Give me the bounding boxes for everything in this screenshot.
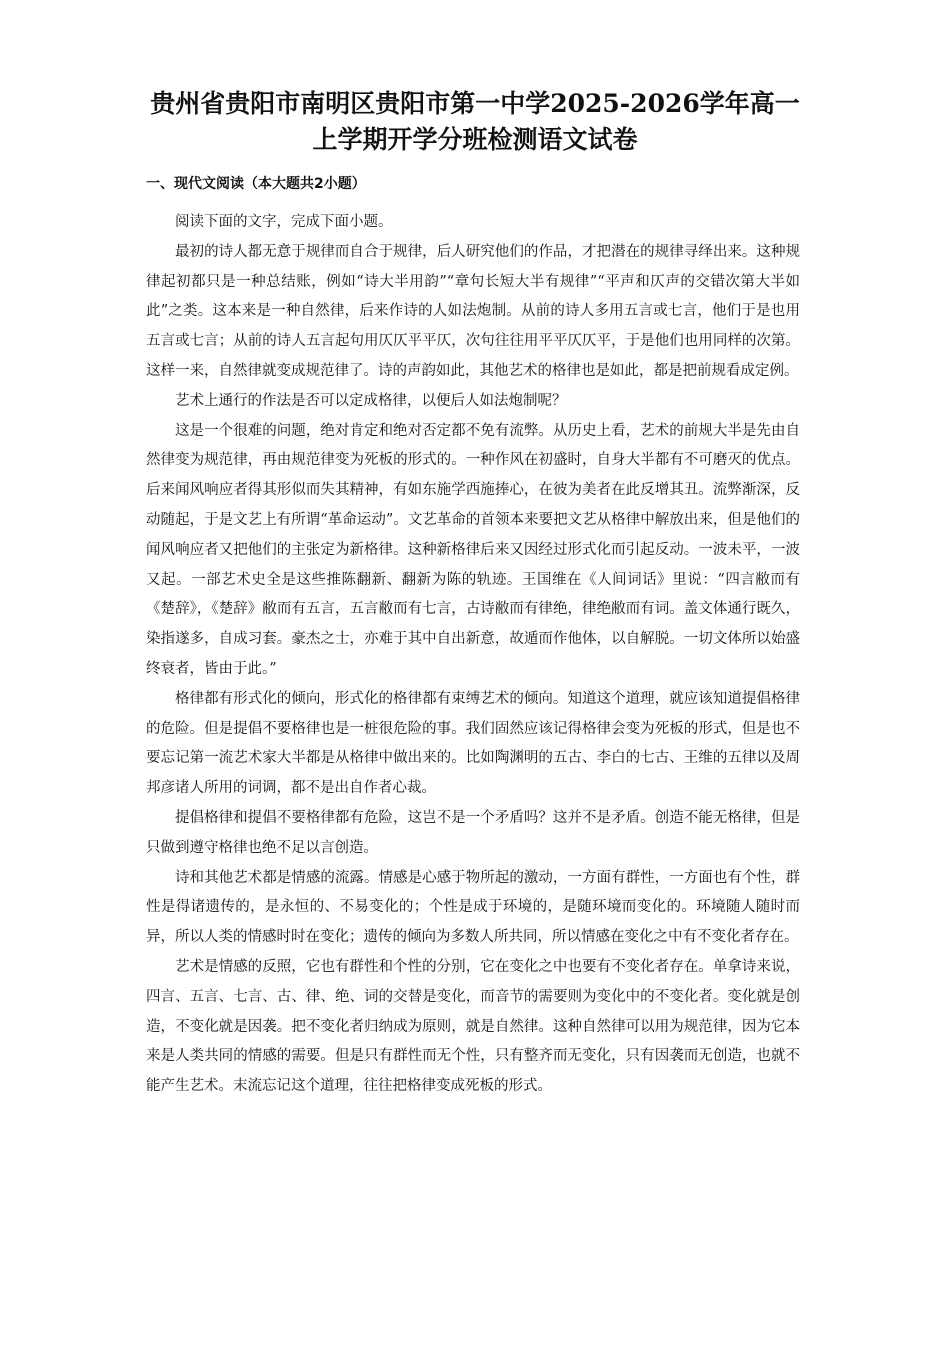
paragraph-instruction: 阅读下面的文字，完成下面小题。 [175,214,393,230]
paragraph: 艺术是情感的反照，它也有群性和个性的分别，它在变化之中也要有不变化者存在。单拿诗来说，四言、五言、七言、古、律、绝、词的交替是变化，而音节的需要则为变化中的不变化者。变化就是创造，不变化就是因袭。把不变化者归纳成为原则，就是自然律。这种自然律可以用为规范律，因为它本来是人类共同的情感的需要。但是只有群性而无个性，只有整齐而无变化，只有因袭而无创造，也就不能产生艺术。末流忘记这个道理，往往把格律变成死板的形式。 [146,958,800,1095]
paragraph: 艺术上通行的作法是否可以定成格律，以便后人如法炮制呢？ [175,392,567,409]
reading-passage [146,208,800,1102]
title-line-1: 贵州省贵阳市南明区贵阳市第一中学2025-2026学年高一 [150,89,800,118]
paragraph: 提倡格律和提倡不要格律都有危险，这岂不是一个矛盾吗？这并不是矛盾。创造不能无格律，但是只做到遵守格律也绝不足以言创造。 [146,809,800,856]
paragraph: 这是一个很难的问题，绝对肯定和绝对否定都不免有流弊。从历史上看，艺术的前规大半是先由自然律变为规范律，再由规范律变为死板的形式的。一种作风在初盛时，自身大半都有不可磨灭的优点。后来闻风响应者得其形似而失其精神，有如东施学西施捧心，在彼为美者在此反增其丑。流弊渐深，反动随起，于是文艺上有所谓“革命运动”。文艺革命的首领本来要把文艺从格律中解放出来，但是他们的闻风响应者又把他们的主张定为新格律。这种新格律后来又因经过形式化而引起反动。一波未平，一波又起。一部艺术史全是这些推陈翻新、翻新为陈的轨迹。王国维在《人间词话》里说：“四言敝而有《楚辞》，《楚辞》敝而有五言，五言敝而有七言，古诗敝而有律绝，律绝敝而有词。盖文体通行既久，染指遂多，自成习套。豪杰之士，亦难于其中自出新意，故遁而作他体，以自解脱。一切文体所以始盛终衰者，皆由于此。” [146,422,800,677]
title-line-2: 上学期开学分班检测语文试卷 [312,125,638,154]
section-heading: 一、现代文阅读（本大题共2小题） [146,176,366,192]
paragraph: 诗和其他艺术都是情感的流露。情感是心感于物所起的激动，一方面有群性，一方面也有个性，群性是得诸遗传的，是永恒的、不易变化的；个性是成于环境的，是随环境而变化的。环境随人随时而异，所以人类的情感时时在变化；遗传的倾向为多数人所共同，所以情感在变化之中有不变化者存在。 [146,869,800,946]
document-title [110,86,840,158]
paragraph: 最初的诗人都无意于规律而自合于规律，后人研究他们的作品，才把潜在的规律寻绎出来。这种规律起初都只是一种总结账，例如“诗大半用韵”“章句长短大半有规律”“平声和仄声的交错次第大半如此”之类。这本来是一种自然律，后来作诗的人如法炮制。从前的诗人多用五言或七言，他们于是也用五言或七言；从前的诗人五言起句用仄仄平平仄，次句往往用平平仄仄平，于是他们也用同样的次第。这样一来，自然律就变成规范律了。诗的声韵如此，其他艺术的格律也是如此，都是把前规看成定例。 [146,243,800,379]
paragraph: 格律都有形式化的倾向，形式化的格律都有束缚艺术的倾向。知道这个道理，就应该知道提倡格律的危险。但是提倡不要格律也是一桩很危险的事。我们固然应该记得格律会变为死板的形式，但是也不要忘记第一流艺术家大半都是从格律中做出来的。比如陶渊明的五古、李白的七古、王维的五律以及周邦彦诸人所用的词调，都不是出自作者心裁。 [146,690,800,797]
